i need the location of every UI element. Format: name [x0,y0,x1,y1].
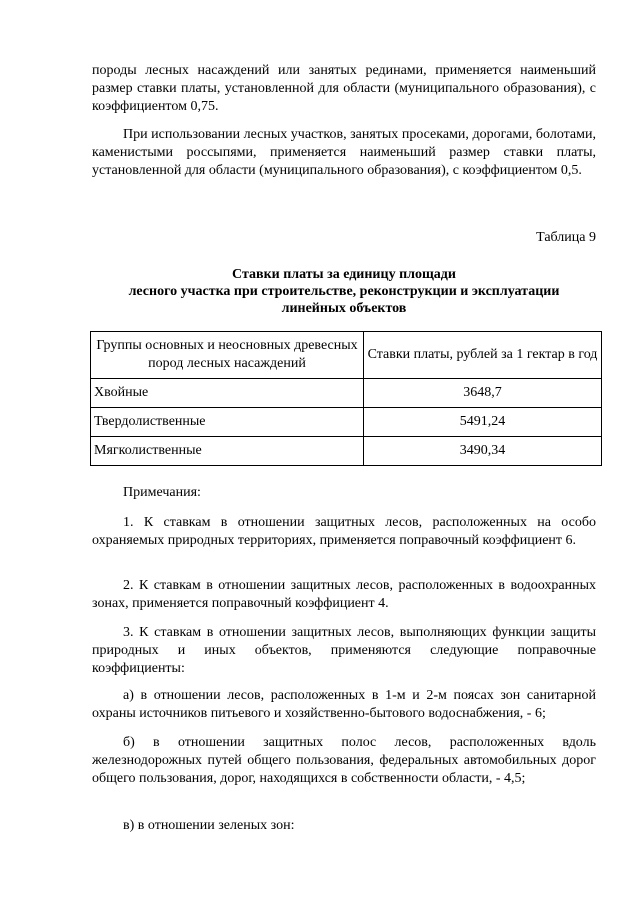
cell-rate: 3648,7 [364,379,602,408]
cell-group: Мягколиственные [91,437,364,466]
note-b: б) в отношении защитных полос лесов, расположенных вдоль железнодорожных путей общего пользования, федеральных автомобильных дорог общего пользования, дорог, находящихся в собственности области, - 4,5; [92,735,596,786]
rates-table [90,331,602,466]
cell-rate: 3490,34 [364,437,602,466]
table-label: Таблица 9 [536,230,596,245]
note-3: 3. К ставкам в отношении защитных лесов, выполняющих функции защиты природных и иных объектов, применяются следующие поправочные коэффициенты: [92,625,596,676]
table-row [91,408,602,437]
table-title-line-1: Ставки платы за единицу площади [232,267,456,282]
table-title-line-2: лесного участка при строительстве, реконструкции и эксплуатации [128,284,560,299]
paragraph-1: породы лесных насаждений или занятых рединами, применяется наименьший размер ставки платы, установленной для области (муниципального образования), с коэффициентом 0,75. [92,63,596,114]
note-c: в) в отношении зеленых зон: [123,818,295,833]
cell-group: Твердолиственные [91,408,364,437]
note-1: 1. К ставкам в отношении защитных лесов, расположенных на особо охраняемых природных территориях, применяется поправочный коэффициент 6. [92,515,596,548]
cell-rate: 5491,24 [364,408,602,437]
table-header-row [91,332,602,379]
note-a: а) в отношении лесов, расположенных в 1-м и 2-м поясах зон санитарной охраны источников питьевого и хозяйственно-бытового водоснабжения, - 6; [92,688,596,721]
table-row [91,437,602,466]
cell-group: Хвойные [91,379,364,408]
notes-heading: Примечания: [123,485,201,500]
paragraph-2: При использовании лесных участков, занятых просеками, дорогами, болотами, каменистыми россыпями, применяется наименьший размер ставки платы, установленной для области (муниципального образования), с коэффициентом 0,5. [92,127,596,178]
note-2: 2. К ставкам в отношении защитных лесов, расположенных в водоохранных зонах, применяется поправочный коэффициент 4. [92,578,596,611]
table-title-line-3: линейных объектов [281,301,407,316]
header-groups: Группы основных и неосновных древесных пород лесных насаждений [91,332,364,379]
table-title [92,266,596,317]
header-rates: Ставки платы, рублей за 1 гектар в год [364,332,602,379]
table-row [91,379,602,408]
